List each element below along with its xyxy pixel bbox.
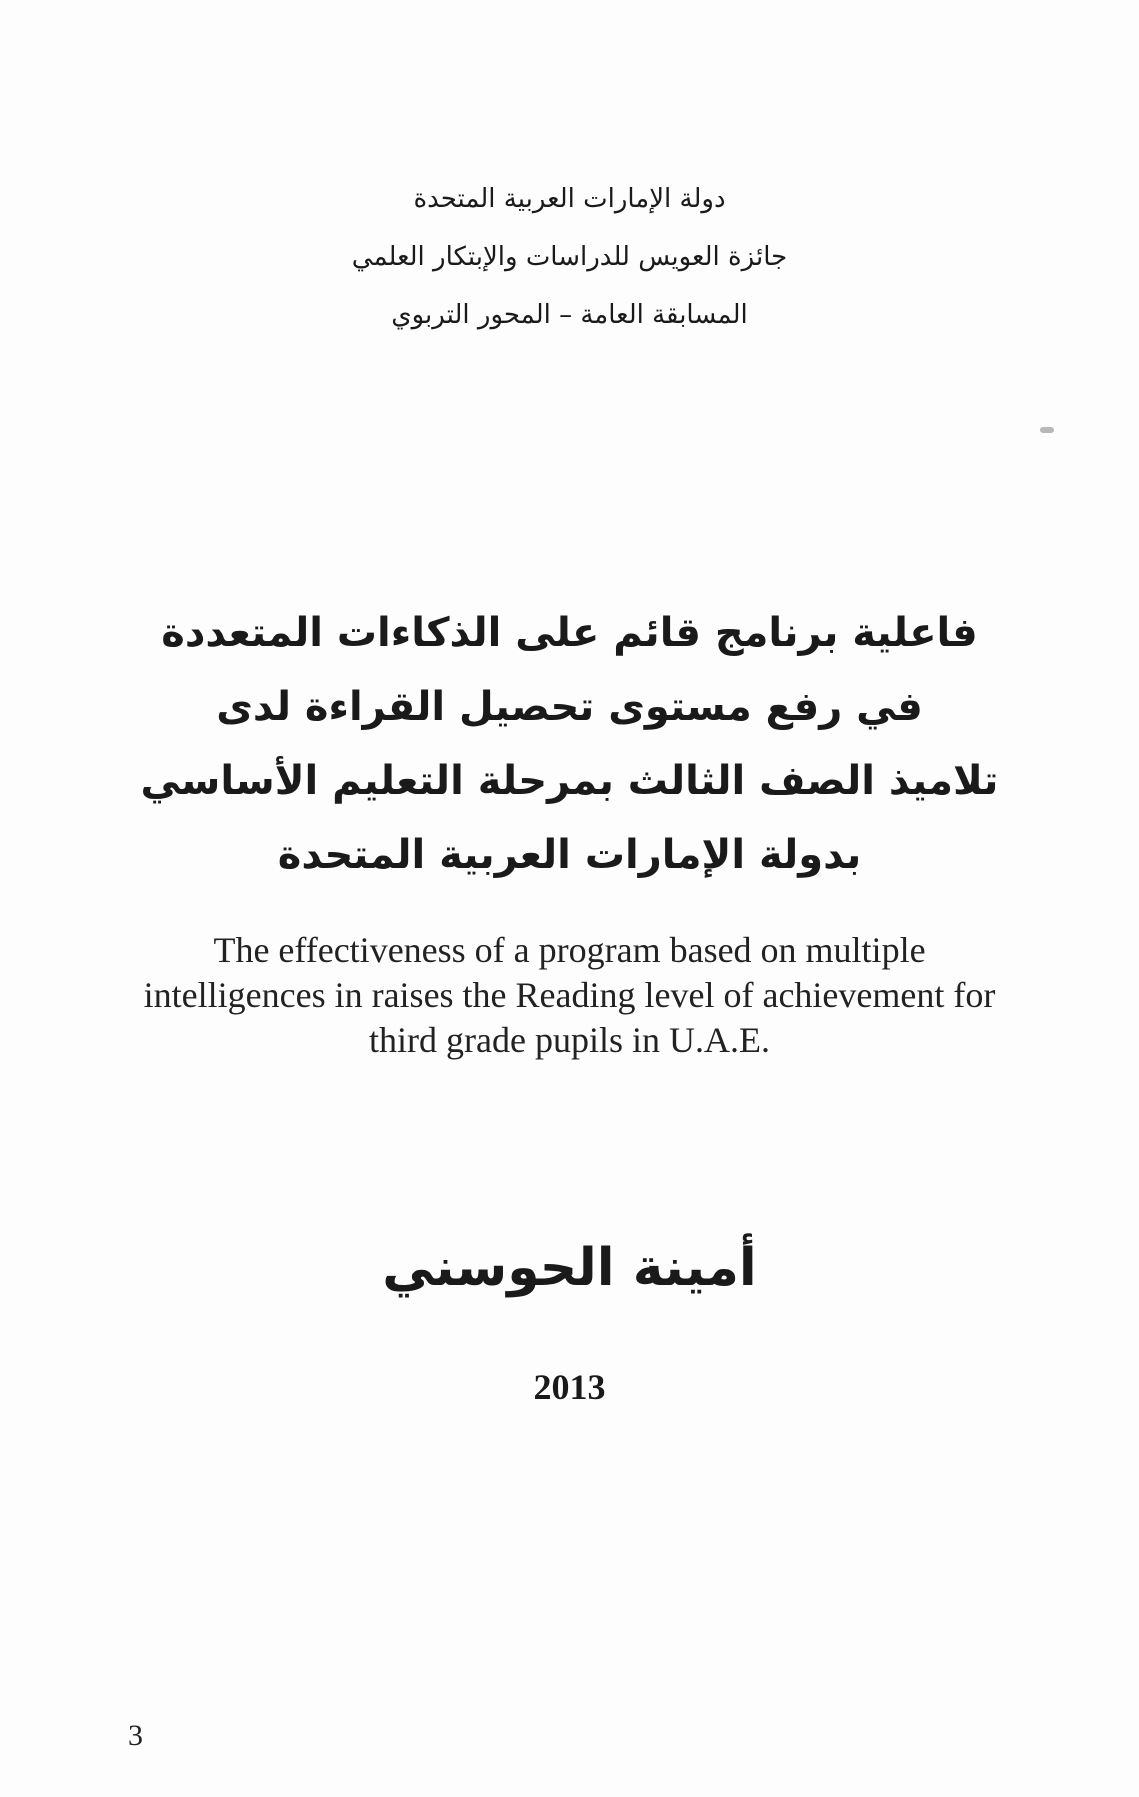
page-number: 3 — [128, 1719, 143, 1752]
english-title — [100, 928, 1039, 1063]
header-country: دولة الإمارات العربية المتحدة — [413, 184, 726, 214]
arabic-title-line-1: فاعلية برنامج قائم على الذكاءات المتعددة — [161, 610, 978, 656]
english-title-line-3: third grade pupils in U.A.E. — [369, 1020, 770, 1060]
author-name: أمينة الحوسني — [382, 1238, 757, 1298]
english-title-line-1: The effectiveness of a program based on multiple — [213, 930, 926, 970]
scan-speck — [1040, 427, 1054, 433]
arabic-title-line-3: تلاميذ الصف الثالث بمرحلة التعليم الأساسي — [140, 758, 999, 804]
arabic-title — [0, 596, 1139, 892]
publication-year: 2013 — [533, 1367, 606, 1407]
arabic-title-line-2: في رفع مستوى تحصيل القراءة لدى — [216, 684, 923, 730]
english-title-line-2: intelligences in raises the Reading level of achievement for — [143, 975, 996, 1015]
arabic-title-line-4: بدولة الإمارات العربية المتحدة — [277, 832, 862, 878]
header-award: جائزة العويس للدراسات والإبتكار العلمي — [351, 242, 788, 272]
institution-header — [0, 170, 1139, 344]
header-competition: المسابقة العامة – المحور التربوي — [391, 300, 748, 330]
